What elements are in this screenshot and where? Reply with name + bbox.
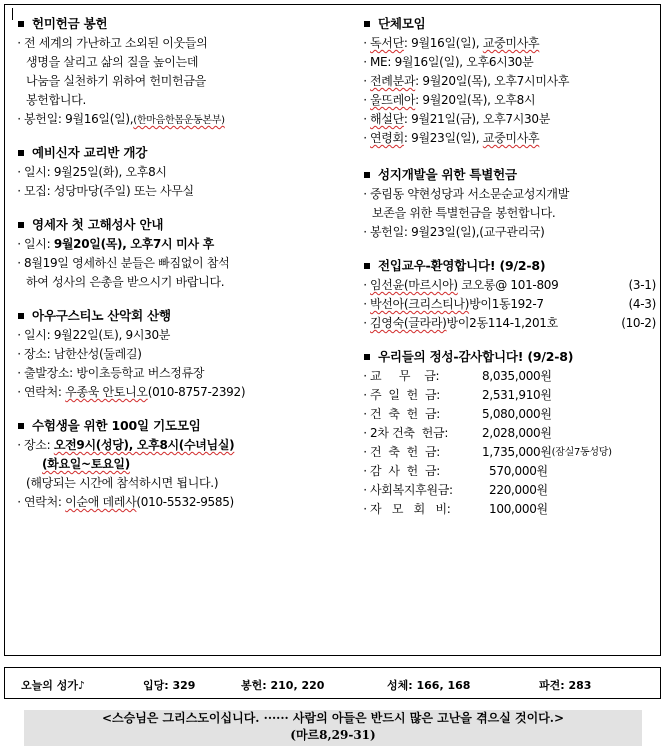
square-bullet-icon: [364, 172, 370, 178]
amount-row: · 자 모 회 비: 100,000원: [363, 502, 548, 516]
text-line: · 김영숙(글라라)방이2동114-1,201호 (10-2): [363, 316, 656, 330]
text-line: · 임선윤(마르시아) 코오롱@ 101-809 (3-1): [363, 278, 656, 292]
hymn-label: 오늘의 성가♪: [21, 679, 85, 692]
square-bullet-icon: [18, 313, 24, 319]
square-bullet-icon: [364, 263, 370, 269]
amount-row: · 건 축 헌 금: 5,080,000원: [363, 407, 552, 421]
amount-row: · 2차 건축 헌금: 2,028,000원: [363, 426, 552, 440]
text-line: · 해설단: 9월21일(금), 오후7시30분: [363, 112, 550, 126]
square-bullet-icon: [18, 423, 24, 429]
text-line: · 봉헌일: 9월23일(일),(교구관리국): [363, 225, 545, 239]
amount-row: · 감 사 헌 금: 570,000원: [363, 464, 548, 478]
section-title: 우리들의 정성-감사합니다! (9/2-8): [360, 347, 660, 367]
square-bullet-icon: [18, 150, 24, 156]
section-holy-site-offering: [360, 165, 660, 242]
section-title: 전입교우-환영합니다! (9/2-8): [360, 256, 660, 276]
text-line: · 일시: 9월20일(목), 오후7시 미사 후: [17, 237, 214, 251]
text-line: · 8월19일 영세하신 분들은 빠짐없이 참석: [17, 256, 230, 270]
text-line: · 중림동 약현성당과 서소문순교성지개발: [363, 187, 569, 201]
text-line: · 전 세계의 가난하고 소외된 이웃들의: [17, 36, 208, 50]
text-line: · 모집: 성당마당(주일) 또는 사무실: [17, 184, 194, 198]
amount-row: · 사회복지후원금: 220,000원: [363, 483, 548, 497]
hymn-bar: [4, 667, 661, 699]
text-line: · 연령회: 9월23일(일), 교중미사후: [363, 131, 540, 145]
text-line: · 전례분과: 9월20일(목), 오후7시미사후: [363, 74, 570, 88]
section-title: 영세자 첫 고해성사 안내: [14, 215, 344, 235]
text-line: 보존을 위한 특별헌금을 봉헌합니다.: [372, 206, 556, 220]
text-line: · 장소: 오전9시(성당), 오후8시(수녀님실): [17, 438, 235, 452]
text-line: 하여 성사의 은총을 받으시기 바랍니다.: [26, 275, 225, 289]
text-line: 생명을 살리고 삶의 질을 높이는데: [26, 55, 199, 69]
text-line: · 일시: 9월22일(토), 9시30분: [17, 328, 171, 342]
gospel-quote: [24, 710, 642, 746]
square-bullet-icon: [18, 222, 24, 228]
text-line: · 울뜨레아: 9월20일(목), 오후8시: [363, 93, 536, 107]
hymn-entrance: 입당: 329: [143, 679, 196, 692]
text-line: 나눔을 실천하기 위하여 헌미헌금을: [26, 74, 206, 88]
section-rice-offering: [14, 14, 344, 129]
section-title: 단체모임: [360, 14, 660, 34]
quote-line: <스승님은 그리스도이십니다. ······ 사람의 아들은 반드시 많은 고난을 겪으실 것이다.>: [101, 711, 565, 725]
text-line: 봉헌합니다.: [26, 93, 86, 107]
square-bullet-icon: [364, 354, 370, 360]
section-offering-report: [360, 347, 660, 519]
text-line: · 연락처: 이순애 데레사(010-5532-9585): [17, 495, 234, 509]
section-title: 성지개발을 위한 특별헌금: [360, 165, 660, 185]
text-line: (해당되는 시간에 참석하시면 됩니다.): [26, 476, 219, 490]
hymn-communion: 성체: 166, 168: [387, 679, 471, 692]
text-cursor: [12, 8, 13, 20]
amount-row: · 건 축 헌 금: 1,735,000원 (잠실7동성당): [363, 445, 612, 459]
text-line: · 장소: 남한산성(둘레길): [17, 347, 142, 361]
square-bullet-icon: [364, 21, 370, 27]
amount-row: · 주 일 헌 금: 2,531,910원: [363, 388, 552, 402]
text-line: · 출발장소: 방이초등학교 버스정류장: [17, 366, 205, 380]
text-line: (화요일~토요일): [42, 457, 130, 471]
section-title: 아우구스티노 산악회 산행: [14, 306, 344, 326]
amount-row: · 교 무 금: 8,035,000원: [363, 369, 552, 383]
text-line: · ME: 9월16일(일), 오후6시30분: [363, 55, 534, 69]
section-new-parishioners: [360, 256, 660, 333]
right-column: [360, 14, 660, 519]
section-group-meetings: [360, 14, 660, 148]
section-title: 수험생을 위한 100일 기도모임: [14, 416, 344, 436]
section-catechumen-class: [14, 143, 344, 201]
text-line: · 일시: 9월25일(화), 오후8시: [17, 165, 167, 179]
section-first-confession: [14, 215, 344, 292]
text-line: · 연락처: 우종욱 안토니오(010-8757-2392): [17, 385, 246, 399]
text-line: · 독서단: 9월16일(일), 교중미사후: [363, 36, 540, 50]
section-title: 예비신자 교리반 개강: [14, 143, 344, 163]
text-line: · 봉헌일: 9월16일(일),(한마음한몸운동본부): [17, 112, 225, 126]
left-column: [14, 14, 344, 512]
org-name: (한마음한몸운동본부): [133, 115, 225, 126]
hymn-offertory: 봉헌: 210, 220: [241, 679, 325, 692]
text-line: · 박선아(크리스티나)방이1동192-7 (4-3): [363, 297, 656, 311]
square-bullet-icon: [18, 21, 24, 27]
hymn-dismissal: 파견: 283: [539, 679, 592, 692]
section-hiking-club: [14, 306, 344, 402]
section-exam-prayer: [14, 416, 344, 512]
section-title: 헌미헌금 봉헌: [14, 14, 344, 34]
quote-reference: (마르8,29-31): [290, 728, 376, 742]
